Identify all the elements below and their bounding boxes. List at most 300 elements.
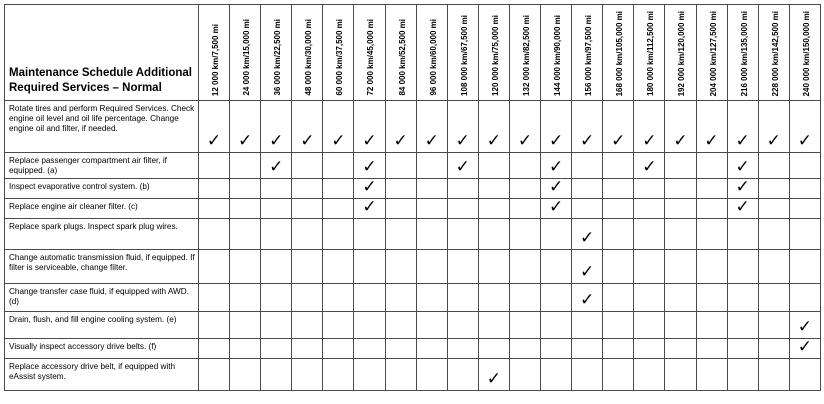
checkmark-icon: ✓ bbox=[797, 317, 812, 337]
service-label: Replace passenger compartment air filter, if equipped. (a) bbox=[9, 156, 167, 175]
checkmark-icon: ✓ bbox=[300, 131, 315, 151]
schedule-cell bbox=[509, 199, 540, 219]
checkmark-icon: ✓ bbox=[580, 131, 595, 151]
checkmark-icon: ✓ bbox=[362, 157, 377, 177]
schedule-cell bbox=[758, 153, 789, 179]
interval-header bbox=[572, 5, 603, 101]
schedule-cell bbox=[261, 101, 292, 153]
schedule-cell bbox=[665, 250, 696, 284]
schedule-cell bbox=[572, 250, 603, 284]
schedule-cell bbox=[572, 312, 603, 339]
interval-label: 24 000 km/15,000 mi bbox=[242, 19, 252, 96]
checkmark-icon: ✓ bbox=[642, 157, 657, 177]
schedule-cell bbox=[230, 179, 261, 199]
schedule-cell bbox=[758, 312, 789, 339]
schedule-cell bbox=[696, 153, 727, 179]
schedule-cell bbox=[447, 199, 478, 219]
schedule-cell bbox=[634, 199, 665, 219]
schedule-cell bbox=[758, 250, 789, 284]
schedule-cell bbox=[572, 153, 603, 179]
schedule-cell bbox=[603, 199, 634, 219]
checkmark-icon: ✓ bbox=[455, 131, 470, 151]
schedule-cell bbox=[634, 284, 665, 312]
schedule-cell bbox=[385, 359, 416, 391]
schedule-cell bbox=[416, 153, 447, 179]
schedule-cell bbox=[665, 153, 696, 179]
schedule-cell bbox=[696, 179, 727, 199]
schedule-cell bbox=[478, 199, 509, 219]
interval-label: 132 000 km/82,500 mi bbox=[521, 15, 531, 96]
checkmark-icon: ✓ bbox=[611, 131, 626, 151]
schedule-cell bbox=[385, 250, 416, 284]
checkmark-icon: ✓ bbox=[517, 131, 533, 151]
interval-label: 192 000 km/120,000 mi bbox=[677, 10, 687, 96]
schedule-cell bbox=[447, 339, 478, 359]
interval-header bbox=[447, 5, 478, 101]
schedule-cell bbox=[727, 312, 758, 339]
schedule-cell bbox=[416, 284, 447, 312]
schedule-cell bbox=[541, 359, 572, 391]
schedule-cell bbox=[789, 101, 820, 153]
schedule-cell bbox=[385, 312, 416, 339]
table-row bbox=[5, 339, 821, 359]
schedule-cell bbox=[354, 101, 385, 153]
schedule-cell bbox=[634, 101, 665, 153]
schedule-cell bbox=[572, 219, 603, 250]
interval-header bbox=[478, 5, 509, 101]
checkmark-icon: ✓ bbox=[580, 290, 595, 310]
schedule-cell bbox=[572, 284, 603, 312]
schedule-cell bbox=[230, 153, 261, 179]
interval-label: 240 000 km/150,000 mi bbox=[801, 10, 811, 96]
schedule-cell bbox=[230, 312, 261, 339]
schedule-cell bbox=[634, 219, 665, 250]
schedule-cell bbox=[199, 339, 230, 359]
service-cell bbox=[5, 284, 199, 312]
schedule-cell bbox=[572, 359, 603, 391]
schedule-cell bbox=[230, 199, 261, 219]
interval-header bbox=[230, 5, 261, 101]
schedule-cell bbox=[199, 250, 230, 284]
schedule-cell bbox=[323, 101, 354, 153]
checkmark-icon: ✓ bbox=[580, 262, 595, 282]
service-label: Replace spark plugs. Inspect spark plug wires. bbox=[9, 222, 178, 231]
interval-header bbox=[416, 5, 447, 101]
service-label: Inspect evaporative control system. (b) bbox=[9, 182, 150, 191]
checkmark-icon: ✓ bbox=[362, 177, 377, 197]
schedule-cell bbox=[199, 312, 230, 339]
maintenance-schedule-table bbox=[4, 4, 821, 391]
schedule-cell bbox=[292, 199, 323, 219]
schedule-cell bbox=[261, 199, 292, 219]
checkmark-icon: ✓ bbox=[580, 228, 595, 248]
service-label: Replace accessory drive belt, if equipped with eAssist system. bbox=[9, 362, 176, 381]
schedule-cell bbox=[199, 284, 230, 312]
schedule-cell bbox=[385, 101, 416, 153]
schedule-cell bbox=[789, 199, 820, 219]
schedule-cell bbox=[354, 284, 385, 312]
service-cell bbox=[5, 101, 199, 153]
schedule-cell bbox=[541, 339, 572, 359]
schedule-cell bbox=[789, 339, 820, 359]
schedule-cell bbox=[665, 101, 696, 153]
schedule-cell bbox=[385, 199, 416, 219]
schedule-cell bbox=[261, 284, 292, 312]
interval-header bbox=[261, 5, 292, 101]
interval-label: 12 000 km/7,500 mi bbox=[211, 23, 220, 96]
interval-label: 36 000 km/22,500 mi bbox=[273, 19, 283, 96]
service-label: Change transfer case fluid, if equipped with AWD. (d) bbox=[9, 287, 189, 306]
table-row bbox=[5, 284, 821, 312]
schedule-cell bbox=[509, 339, 540, 359]
checkmark-icon: ✓ bbox=[548, 131, 564, 151]
schedule-cell bbox=[230, 101, 261, 153]
interval-label: 168 000 km/105,000 mi bbox=[615, 10, 625, 96]
table-row bbox=[5, 250, 821, 284]
schedule-cell bbox=[230, 359, 261, 391]
schedule-cell bbox=[261, 179, 292, 199]
schedule-cell bbox=[385, 153, 416, 179]
schedule-cell bbox=[199, 179, 230, 199]
table-title: Maintenance Schedule Additional Required Services – Normal bbox=[9, 67, 192, 94]
schedule-cell bbox=[292, 312, 323, 339]
schedule-cell bbox=[541, 284, 572, 312]
schedule-cell bbox=[323, 250, 354, 284]
schedule-cell bbox=[261, 339, 292, 359]
schedule-cell bbox=[696, 219, 727, 250]
schedule-cell bbox=[478, 250, 509, 284]
schedule-cell bbox=[416, 359, 447, 391]
schedule-cell bbox=[416, 250, 447, 284]
schedule-cell bbox=[634, 312, 665, 339]
schedule-cell bbox=[447, 312, 478, 339]
service-label: Visually inspect accessory drive belts. (f) bbox=[9, 342, 157, 351]
schedule-cell bbox=[665, 284, 696, 312]
checkmark-icon: ✓ bbox=[393, 131, 408, 151]
checkmark-icon: ✓ bbox=[486, 369, 502, 389]
schedule-cell bbox=[665, 359, 696, 391]
interval-header bbox=[665, 5, 696, 101]
schedule-cell bbox=[478, 101, 509, 153]
schedule-cell bbox=[447, 153, 478, 179]
checkmark-icon: ✓ bbox=[548, 197, 564, 217]
schedule-cell bbox=[665, 179, 696, 199]
schedule-cell bbox=[292, 284, 323, 312]
schedule-cell bbox=[323, 284, 354, 312]
schedule-cell bbox=[789, 312, 820, 339]
schedule-cell bbox=[789, 179, 820, 199]
schedule-cell bbox=[385, 219, 416, 250]
schedule-cell bbox=[261, 312, 292, 339]
schedule-cell bbox=[665, 339, 696, 359]
header-row bbox=[5, 5, 821, 101]
interval-label: 216 000 km/135,000 mi bbox=[739, 10, 749, 96]
service-cell bbox=[5, 312, 199, 339]
schedule-cell bbox=[696, 312, 727, 339]
schedule-cell bbox=[696, 250, 727, 284]
schedule-cell bbox=[634, 359, 665, 391]
schedule-cell bbox=[292, 101, 323, 153]
service-cell bbox=[5, 179, 199, 199]
schedule-cell bbox=[727, 153, 758, 179]
interval-label: 48 000 km/30,000 mi bbox=[304, 19, 314, 96]
schedule-cell bbox=[354, 219, 385, 250]
schedule-cell bbox=[323, 153, 354, 179]
service-cell bbox=[5, 339, 199, 359]
schedule-cell bbox=[478, 219, 509, 250]
checkmark-icon: ✓ bbox=[548, 157, 564, 177]
checkmark-icon: ✓ bbox=[269, 157, 284, 177]
checkmark-icon: ✓ bbox=[362, 131, 377, 151]
schedule-cell bbox=[634, 179, 665, 199]
schedule-cell bbox=[727, 219, 758, 250]
schedule-cell bbox=[541, 101, 572, 153]
checkmark-icon: ✓ bbox=[766, 131, 781, 151]
schedule-cell bbox=[727, 284, 758, 312]
schedule-cell bbox=[789, 250, 820, 284]
schedule-cell bbox=[354, 179, 385, 199]
schedule-cell bbox=[727, 101, 758, 153]
checkmark-icon: ✓ bbox=[642, 131, 657, 151]
schedule-cell bbox=[199, 101, 230, 153]
schedule-cell bbox=[758, 359, 789, 391]
schedule-cell bbox=[758, 219, 789, 250]
schedule-cell bbox=[199, 199, 230, 219]
schedule-cell bbox=[354, 312, 385, 339]
schedule-cell bbox=[789, 219, 820, 250]
schedule-cell bbox=[478, 339, 509, 359]
schedule-cell bbox=[634, 153, 665, 179]
schedule-cell bbox=[789, 284, 820, 312]
checkmark-icon: ✓ bbox=[455, 157, 470, 177]
schedule-cell bbox=[292, 219, 323, 250]
table-row bbox=[5, 312, 821, 339]
interval-label: 96 000 km/60,000 mi bbox=[428, 19, 438, 96]
schedule-cell bbox=[758, 101, 789, 153]
interval-header bbox=[603, 5, 634, 101]
schedule-cell bbox=[354, 359, 385, 391]
schedule-cell bbox=[758, 339, 789, 359]
schedule-cell bbox=[541, 219, 572, 250]
table-row bbox=[5, 199, 821, 219]
interval-label: 108 000 km/67,500 mi bbox=[459, 15, 469, 96]
schedule-cell bbox=[416, 199, 447, 219]
interval-label: 204 000 km/127,500 mi bbox=[708, 10, 718, 96]
schedule-cell bbox=[509, 312, 540, 339]
checkmark-icon: ✓ bbox=[797, 337, 812, 357]
schedule-cell bbox=[634, 339, 665, 359]
service-label: Change automatic transmission fluid, if equipped. If filter is serviceable, change filter. bbox=[9, 253, 195, 272]
schedule-cell bbox=[665, 199, 696, 219]
checkmark-icon: ✓ bbox=[486, 131, 502, 151]
schedule-cell bbox=[603, 359, 634, 391]
schedule-cell bbox=[665, 219, 696, 250]
schedule-cell bbox=[416, 312, 447, 339]
interval-header bbox=[758, 5, 789, 101]
schedule-cell bbox=[416, 219, 447, 250]
schedule-cell bbox=[354, 153, 385, 179]
schedule-cell bbox=[385, 179, 416, 199]
interval-header bbox=[199, 5, 230, 101]
schedule-cell bbox=[572, 179, 603, 199]
schedule-cell bbox=[261, 219, 292, 250]
checkmark-icon: ✓ bbox=[735, 197, 750, 217]
schedule-cell bbox=[541, 312, 572, 339]
interval-header bbox=[385, 5, 416, 101]
schedule-cell bbox=[509, 153, 540, 179]
schedule-cell bbox=[261, 250, 292, 284]
checkmark-icon: ✓ bbox=[673, 131, 688, 151]
schedule-cell bbox=[385, 339, 416, 359]
schedule-cell bbox=[727, 250, 758, 284]
interval-label: 144 000 km/90,000 mi bbox=[553, 15, 563, 96]
schedule-cell bbox=[323, 179, 354, 199]
schedule-cell bbox=[354, 339, 385, 359]
checkmark-icon: ✓ bbox=[704, 131, 719, 151]
service-cell bbox=[5, 199, 199, 219]
schedule-cell bbox=[789, 359, 820, 391]
schedule-cell bbox=[447, 359, 478, 391]
schedule-cell bbox=[230, 284, 261, 312]
service-cell bbox=[5, 219, 199, 250]
checkmark-icon: ✓ bbox=[735, 177, 750, 197]
schedule-cell bbox=[509, 284, 540, 312]
schedule-cell bbox=[447, 101, 478, 153]
schedule-cell bbox=[572, 101, 603, 153]
schedule-cell bbox=[199, 359, 230, 391]
schedule-cell bbox=[572, 339, 603, 359]
checkmark-icon: ✓ bbox=[548, 177, 564, 197]
schedule-cell bbox=[478, 284, 509, 312]
schedule-cell bbox=[323, 219, 354, 250]
interval-header bbox=[509, 5, 540, 101]
schedule-cell bbox=[230, 250, 261, 284]
service-label: Replace engine air cleaner filter. (c) bbox=[9, 202, 138, 211]
checkmark-icon: ✓ bbox=[331, 131, 346, 151]
schedule-cell bbox=[478, 153, 509, 179]
schedule-cell bbox=[354, 250, 385, 284]
service-label: Rotate tires and perform Required Services. Check engine oil level and oil life percentage. Change engine oil and filter, if needed. bbox=[9, 104, 195, 133]
checkmark-icon: ✓ bbox=[362, 197, 377, 217]
table-row bbox=[5, 219, 821, 250]
service-cell bbox=[5, 153, 199, 179]
checkmark-icon: ✓ bbox=[735, 157, 750, 177]
schedule-cell bbox=[789, 153, 820, 179]
interval-label: 84 000 km/52,500 mi bbox=[397, 19, 407, 96]
schedule-cell bbox=[758, 179, 789, 199]
table-row bbox=[5, 359, 821, 391]
schedule-cell bbox=[292, 153, 323, 179]
interval-label: 228 000 km/142,500 mi bbox=[770, 10, 780, 96]
schedule-cell bbox=[509, 179, 540, 199]
schedule-cell bbox=[603, 250, 634, 284]
interval-header bbox=[354, 5, 385, 101]
interval-label: 60 000 km/37,500 mi bbox=[335, 19, 345, 96]
interval-header bbox=[789, 5, 820, 101]
schedule-cell bbox=[758, 284, 789, 312]
schedule-cell bbox=[416, 179, 447, 199]
interval-label: 156 000 km/97,500 mi bbox=[584, 15, 594, 96]
schedule-cell bbox=[696, 284, 727, 312]
interval-header bbox=[541, 5, 572, 101]
schedule-cell bbox=[261, 153, 292, 179]
interval-header bbox=[634, 5, 665, 101]
schedule-cell bbox=[727, 339, 758, 359]
schedule-cell bbox=[292, 339, 323, 359]
interval-header bbox=[696, 5, 727, 101]
checkmark-icon: ✓ bbox=[238, 131, 253, 151]
schedule-cell bbox=[603, 312, 634, 339]
schedule-cell bbox=[447, 219, 478, 250]
schedule-cell bbox=[509, 219, 540, 250]
schedule-cell bbox=[541, 250, 572, 284]
schedule-cell bbox=[603, 339, 634, 359]
schedule-cell bbox=[478, 179, 509, 199]
table-title-cell bbox=[5, 5, 199, 101]
schedule-cell bbox=[323, 199, 354, 219]
service-cell bbox=[5, 250, 199, 284]
checkmark-icon: ✓ bbox=[269, 131, 284, 151]
service-rows bbox=[5, 101, 821, 391]
checkmark-icon: ✓ bbox=[797, 131, 812, 151]
table-row bbox=[5, 101, 821, 153]
schedule-cell bbox=[634, 250, 665, 284]
schedule-cell bbox=[478, 312, 509, 339]
schedule-cell bbox=[354, 199, 385, 219]
schedule-cell bbox=[199, 219, 230, 250]
schedule-cell bbox=[447, 250, 478, 284]
schedule-cell bbox=[292, 250, 323, 284]
schedule-cell bbox=[727, 199, 758, 219]
interval-header bbox=[292, 5, 323, 101]
schedule-cell bbox=[696, 339, 727, 359]
schedule-cell bbox=[572, 199, 603, 219]
schedule-cell bbox=[509, 101, 540, 153]
checkmark-icon: ✓ bbox=[735, 131, 750, 151]
schedule-cell bbox=[603, 153, 634, 179]
checkmark-icon: ✓ bbox=[424, 131, 439, 151]
schedule-cell bbox=[696, 199, 727, 219]
service-label: Drain, flush, and fill engine cooling system. (e) bbox=[9, 315, 177, 324]
interval-label: 72 000 km/45,000 mi bbox=[366, 19, 376, 96]
table-row bbox=[5, 179, 821, 199]
schedule-cell bbox=[509, 250, 540, 284]
schedule-cell bbox=[727, 179, 758, 199]
schedule-cell bbox=[665, 312, 696, 339]
schedule-cell bbox=[447, 179, 478, 199]
schedule-cell bbox=[292, 359, 323, 391]
schedule-cell bbox=[261, 359, 292, 391]
schedule-cell bbox=[603, 219, 634, 250]
schedule-cell bbox=[230, 339, 261, 359]
schedule-cell bbox=[385, 284, 416, 312]
interval-header bbox=[323, 5, 354, 101]
schedule-cell bbox=[323, 359, 354, 391]
schedule-cell bbox=[323, 312, 354, 339]
interval-label: 180 000 km/112,500 mi bbox=[646, 11, 656, 96]
schedule-cell bbox=[541, 199, 572, 219]
schedule-cell bbox=[292, 179, 323, 199]
schedule-cell bbox=[603, 101, 634, 153]
table-row bbox=[5, 153, 821, 179]
schedule-cell bbox=[603, 284, 634, 312]
schedule-cell bbox=[416, 339, 447, 359]
schedule-cell bbox=[541, 179, 572, 199]
schedule-cell bbox=[541, 153, 572, 179]
schedule-cell bbox=[603, 179, 634, 199]
schedule-cell bbox=[199, 153, 230, 179]
schedule-cell bbox=[758, 199, 789, 219]
